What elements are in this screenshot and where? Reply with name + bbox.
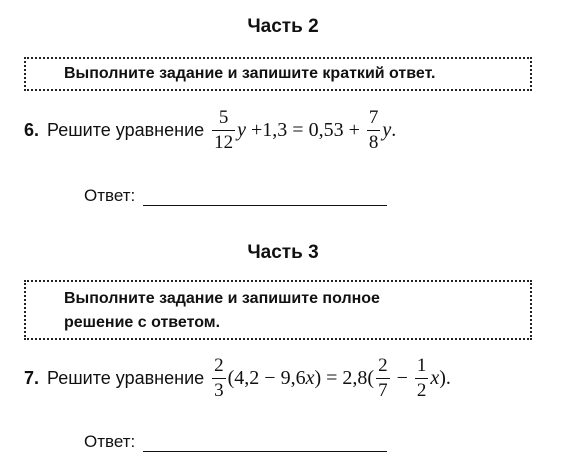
equation-middle: +1,3 = 0,53 + bbox=[246, 118, 365, 141]
task-7-prompt: Решите уравнение bbox=[47, 367, 205, 388]
variable-y: y bbox=[382, 118, 392, 141]
variable-y: y bbox=[237, 118, 247, 141]
equation-end: . bbox=[391, 118, 397, 141]
fraction-numerator: 5 bbox=[218, 106, 229, 128]
fraction-numerator: 2 bbox=[378, 354, 388, 376]
task-6-answer bbox=[84, 186, 387, 206]
part-3-title: Часть 3 bbox=[247, 242, 319, 263]
task-6 bbox=[24, 102, 396, 158]
part-2-title: Часть 2 bbox=[247, 16, 319, 37]
answer-label: Ответ: bbox=[84, 186, 136, 205]
equation-paren-open: (4,2 − 9,6 bbox=[227, 366, 306, 389]
fraction-denominator: 7 bbox=[378, 379, 388, 401]
task-6-number: 6. bbox=[24, 119, 40, 140]
task-7-answer bbox=[84, 432, 387, 452]
fraction-numerator: 1 bbox=[416, 354, 427, 376]
answer-label: Ответ: bbox=[84, 432, 136, 451]
equation-paren-close: ) = 2,8( bbox=[314, 366, 375, 389]
answer-input-line[interactable] bbox=[143, 187, 387, 206]
task-7 bbox=[24, 350, 451, 406]
fraction-denominator: 12 bbox=[214, 131, 234, 153]
fraction-numerator: 2 bbox=[214, 354, 224, 376]
fraction-numerator: 7 bbox=[368, 106, 379, 128]
fraction-1-2 bbox=[415, 355, 429, 402]
answer-input-line[interactable] bbox=[143, 433, 387, 452]
fraction-7-8 bbox=[367, 107, 381, 154]
fraction-denominator: 8 bbox=[368, 131, 379, 153]
variable-x: x bbox=[305, 366, 315, 389]
variable-x: x bbox=[430, 366, 440, 389]
fraction-denominator: 3 bbox=[214, 379, 224, 401]
fraction-2-3 bbox=[212, 355, 226, 402]
task-6-prompt: Решите уравнение bbox=[47, 119, 205, 140]
task-7-number: 7. bbox=[24, 367, 40, 388]
fraction-5-12 bbox=[212, 107, 235, 154]
part-3-instruction-box bbox=[24, 280, 532, 340]
fraction-2-7 bbox=[376, 355, 390, 402]
fraction-denominator: 2 bbox=[416, 379, 427, 401]
part-2-instruction: Выполните задание и запишите краткий ответ. bbox=[64, 65, 436, 82]
equation-end: ). bbox=[439, 366, 451, 389]
part-3-instruction: Выполните задание и запишите полное решение с ответом. bbox=[64, 290, 380, 331]
equation-minus: − bbox=[391, 366, 413, 389]
part-2-instruction-box bbox=[24, 57, 532, 91]
